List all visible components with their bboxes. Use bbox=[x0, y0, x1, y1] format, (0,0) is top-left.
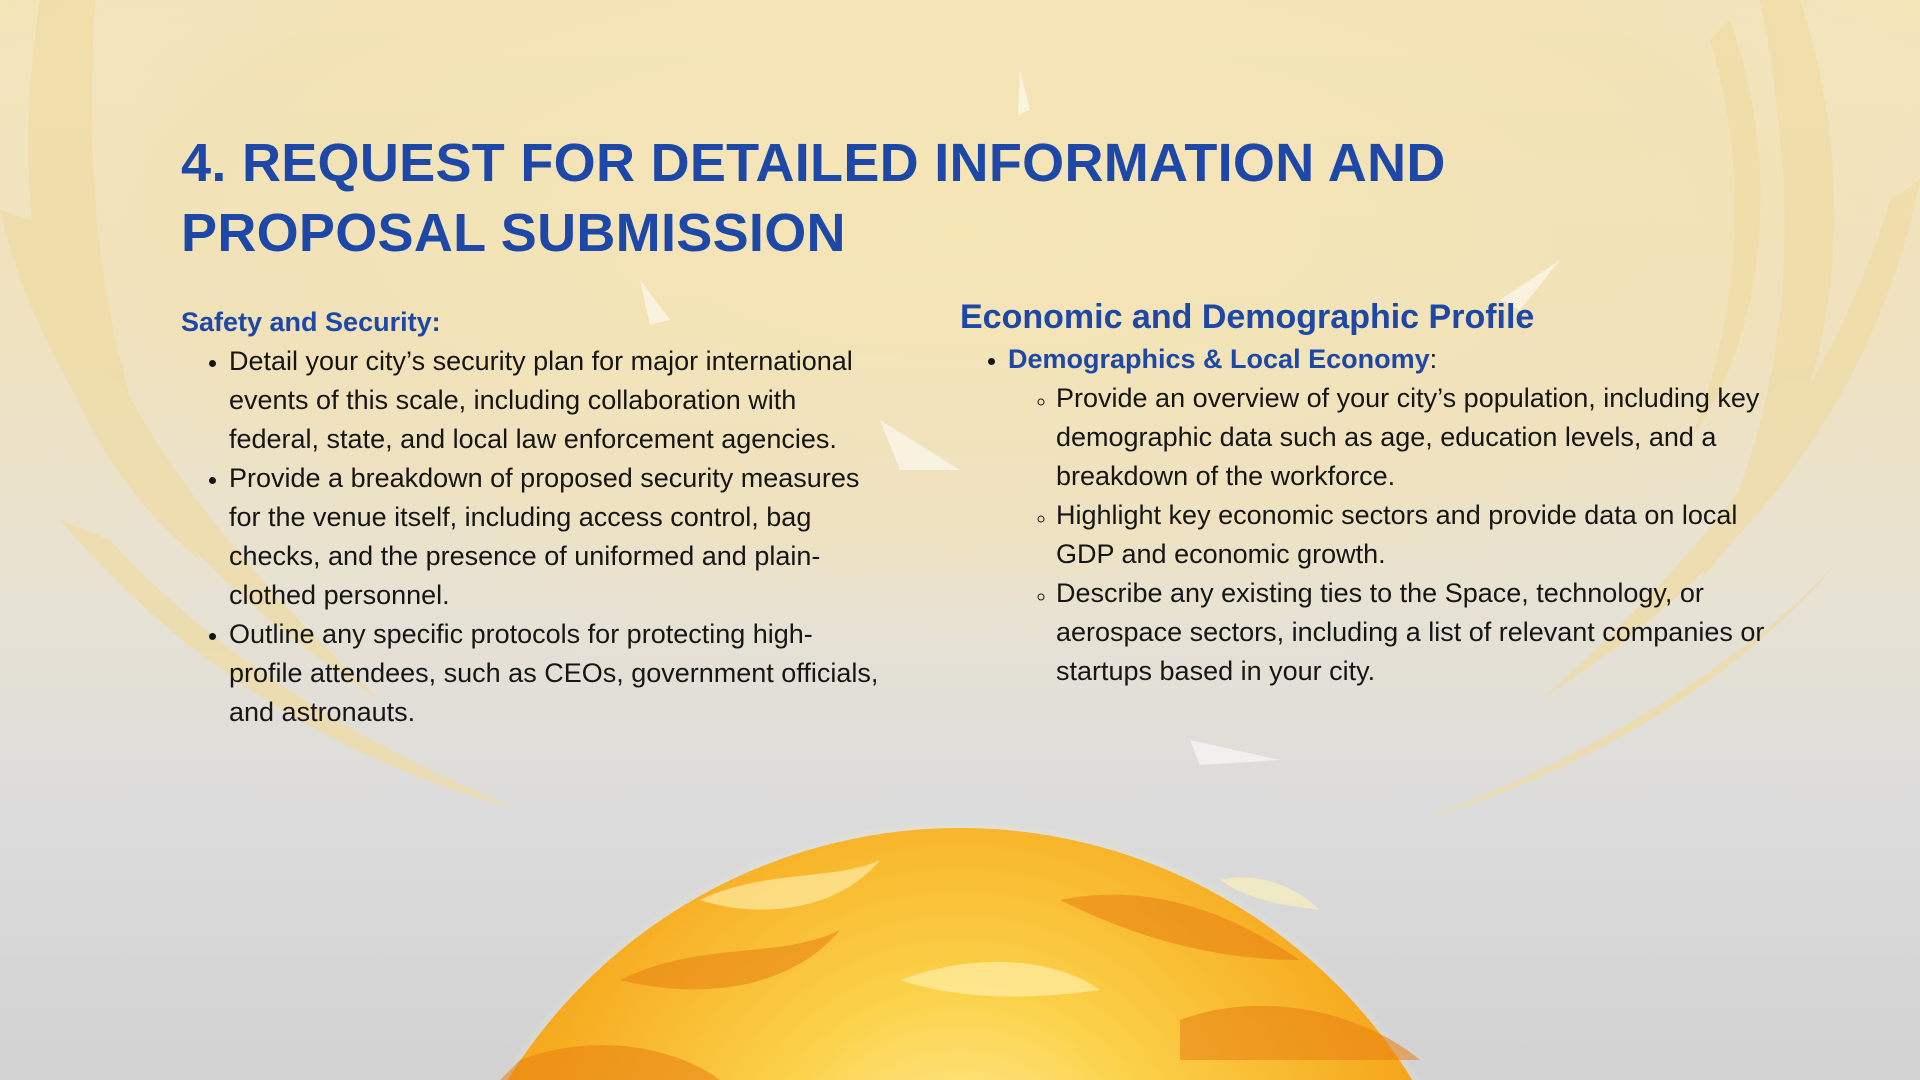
list-item-demographics bbox=[1008, 340, 1780, 691]
economic-bullet-list bbox=[960, 340, 1780, 691]
list-item: • Provide a breakdown of proposed security measures for the venue itself, including access control, bag checks, and the presence of uniformed and plain-clothed personnel. bbox=[229, 459, 881, 615]
safety-security-section bbox=[181, 302, 881, 732]
safety-security-bullet-list bbox=[181, 342, 881, 732]
sub-list-item: ◦ Provide an overview of your city’s population, including key demographic data such as age, education levels, and a breakdown of the workforce. bbox=[1056, 379, 1780, 496]
list-item: • Detail your city’s security plan for major international events of this scale, including collaboration with federal, state, and local law enforcement agencies. bbox=[229, 342, 881, 459]
list-item: • Outline any specific protocols for protecting high-profile attendees, such as CEOs, government officials, and astronauts. bbox=[229, 615, 881, 732]
sub-list-item: ◦ Highlight key economic sectors and provide data on local GDP and economic growth. bbox=[1056, 496, 1780, 574]
page-title: 4. REQUEST FOR DETAILED INFORMATION AND PROPOSAL SUBMISSION bbox=[181, 133, 1446, 263]
demographics-sub-list bbox=[1008, 379, 1780, 691]
demographics-label: Demographics & Local Economy bbox=[1008, 344, 1430, 374]
demographics-label-suffix: : bbox=[1429, 344, 1438, 374]
section-heading-economic-demographic: Economic and Demographic Profile bbox=[960, 298, 1535, 336]
section-heading-safety-security: Safety and Security: bbox=[181, 307, 441, 337]
economic-demographic-section bbox=[960, 294, 1780, 691]
sub-list-item: ◦ Describe any existing ties to the Space, technology, or aerospace sectors, including a list of relevant companies or startups based in your city. bbox=[1056, 574, 1780, 691]
